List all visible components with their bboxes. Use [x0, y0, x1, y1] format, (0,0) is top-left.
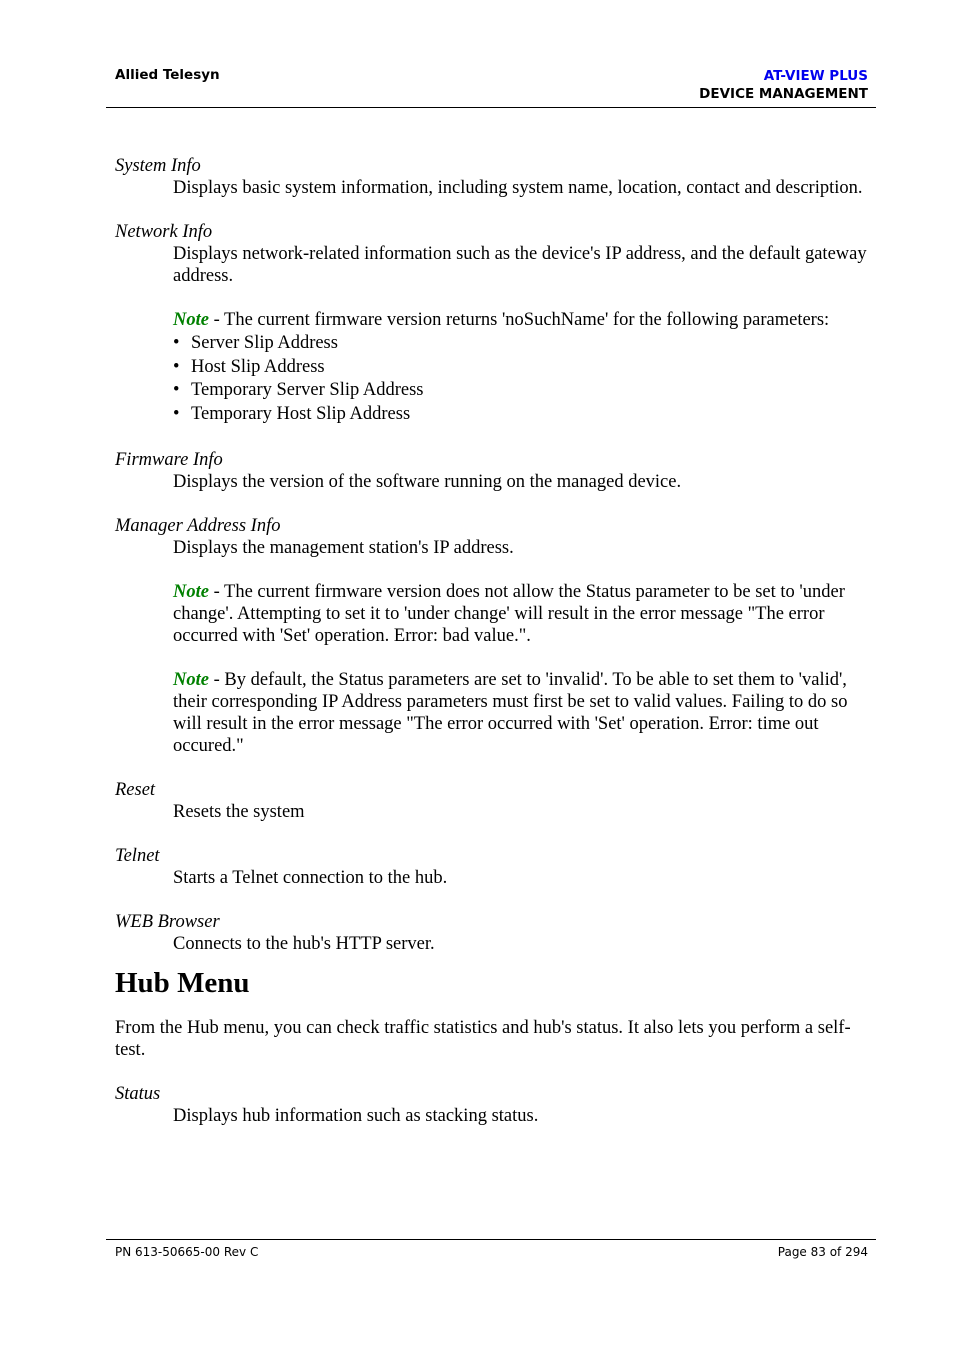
reset-term: Reset	[115, 779, 156, 800]
firmware-info-term: Firmware Info	[115, 449, 223, 470]
note-label: Note	[173, 581, 209, 602]
status-desc: Displays hub information such as stacking status.	[173, 1105, 539, 1126]
footer-page-number: Page 83 of 294	[777, 1245, 868, 1259]
note-label: Note	[173, 310, 209, 330]
slip-address-list	[173, 332, 870, 427]
telnet-term: Telnet	[115, 845, 160, 866]
note-text: - The current firmware version returns 'noSuchName' for the following parameters:	[208, 310, 830, 330]
network-info-desc: Displays network-related information such as the device's IP address, and the default gateway address.	[173, 244, 867, 286]
status-term: Status	[115, 1083, 161, 1104]
header-section: DEVICE MANAGEMENT	[699, 86, 868, 102]
header-rule	[106, 107, 876, 108]
page-content	[115, 155, 870, 1127]
list-item: • Temporary Server Slip Address	[173, 379, 870, 403]
manager-address-note-1	[173, 581, 870, 647]
network-info-term: Network Info	[115, 222, 213, 242]
footer-part-number: PN 613-50665-00 Rev C	[115, 1245, 259, 1259]
hub-menu-intro: From the Hub menu, you can check traffic statistics and hub's status. It also lets you perform a self-test.	[115, 1017, 851, 1060]
manager-address-note-2	[173, 669, 870, 757]
manager-address-info-term: Manager Address Info	[115, 515, 281, 536]
list-item: • Host Slip Address	[173, 356, 870, 380]
network-info-note	[173, 309, 870, 331]
note-label: Note	[173, 669, 209, 690]
system-info-term: System Info	[115, 156, 201, 176]
list-item: • Server Slip Address	[173, 332, 870, 356]
telnet-desc: Starts a Telnet connection to the hub.	[173, 867, 448, 888]
header-product: AT-VIEW PLUS	[763, 68, 868, 84]
header-company: Allied Telesyn	[115, 67, 220, 83]
header-right	[699, 67, 868, 103]
hub-menu-heading: Hub Menu	[115, 966, 250, 999]
note-text: - The current firmware version does not allow the Status parameter to be set to 'under change'. Attempting to set it to 'under change' will result in the error message "The error occurred with 'Set' operation. Error: bad value.".	[173, 581, 845, 646]
reset-desc: Resets the system	[173, 801, 305, 822]
note-text: - By default, the Status parameters are set to 'invalid'. To be able to set them to 'valid', their corresponding IP Address parameters must first be set to valid values. Failing to do so will result in the error message "The error occurred with 'Set' operation. Error: time out occured."	[173, 669, 848, 756]
firmware-info-desc: Displays the version of the software running on the managed device.	[173, 471, 682, 492]
footer-rule	[106, 1239, 876, 1240]
web-browser-desc: Connects to the hub's HTTP server.	[173, 933, 435, 954]
list-item: • Temporary Host Slip Address	[173, 403, 870, 427]
manager-address-info-desc: Displays the management station's IP address.	[173, 537, 514, 558]
system-info-desc: Displays basic system information, including system name, location, contact and description.	[173, 178, 863, 198]
web-browser-term: WEB Browser	[115, 911, 220, 932]
